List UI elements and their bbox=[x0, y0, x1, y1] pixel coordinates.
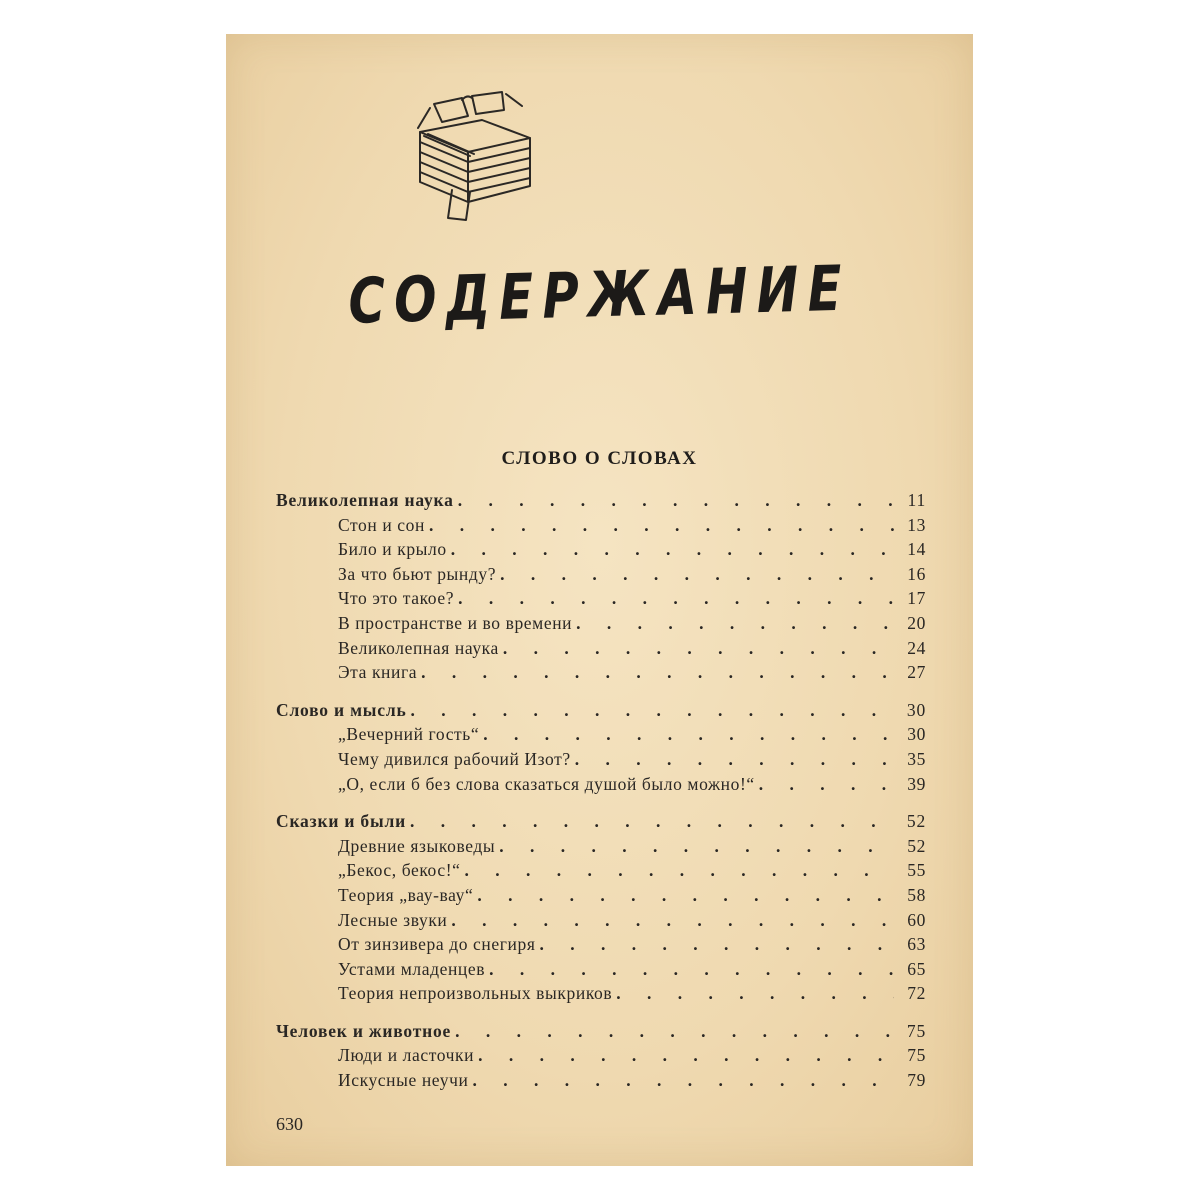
dot-leader bbox=[458, 490, 894, 511]
toc-chapter-row bbox=[276, 811, 926, 836]
toc-page-number: 14 bbox=[907, 539, 926, 560]
toc-page-number: 24 bbox=[907, 637, 926, 658]
dot-leader bbox=[478, 1045, 894, 1066]
dot-leader bbox=[499, 836, 894, 857]
toc-page-number: 13 bbox=[907, 514, 926, 535]
dot-leader bbox=[451, 539, 894, 560]
dot-leader bbox=[472, 1070, 894, 1091]
dot-leader bbox=[503, 638, 894, 659]
toc-page-number: 30 bbox=[906, 699, 926, 720]
books-and-glasses-sketch-icon bbox=[412, 86, 542, 226]
toc-entry-title: Стон и сон bbox=[338, 514, 425, 535]
toc-page-number: 75 bbox=[907, 1045, 926, 1066]
toc-subsection-row bbox=[276, 934, 926, 959]
section-title: СЛОВО О СЛОВАХ bbox=[501, 448, 698, 469]
toc-entry-title: „Бекос, бекос!“ bbox=[338, 860, 461, 881]
dot-leader bbox=[759, 774, 894, 795]
toc-subsection-row bbox=[276, 662, 926, 687]
toc-entry-title: Било и крыло bbox=[338, 539, 447, 560]
toc-subsection-row bbox=[276, 910, 926, 935]
dot-leader bbox=[421, 662, 894, 683]
toc-entry-title: Великолепная наука bbox=[338, 637, 499, 658]
toc-entry-title: Человек и животное bbox=[276, 1020, 452, 1041]
toc-page-number: 60 bbox=[907, 909, 926, 930]
toc-subsection-row bbox=[276, 749, 926, 774]
toc-page-number: 79 bbox=[907, 1070, 926, 1091]
toc-page-number: 30 bbox=[907, 724, 926, 745]
toc-subsection-row bbox=[276, 959, 926, 984]
toc-chapter-row bbox=[276, 1021, 926, 1046]
toc-page-number: 27 bbox=[907, 662, 926, 683]
toc-subsection-row bbox=[276, 588, 926, 613]
dot-leader bbox=[477, 885, 894, 906]
toc-subsection-row bbox=[276, 860, 926, 885]
toc-entry-title: „О, если б без слова сказаться душой было можно!“ bbox=[338, 773, 755, 794]
toc-subsection-row bbox=[276, 515, 926, 540]
toc-page-number: 58 bbox=[907, 884, 926, 905]
toc-subsection-row bbox=[276, 638, 926, 663]
toc-entry-title: Что это такое? bbox=[338, 588, 455, 609]
table-of-contents bbox=[276, 490, 926, 1095]
dot-leader bbox=[539, 934, 894, 955]
toc-entry-title: Эта книга bbox=[338, 662, 418, 683]
toc-subsection-row bbox=[276, 1045, 926, 1070]
toc-page-number: 63 bbox=[907, 934, 926, 955]
dot-leader bbox=[575, 749, 894, 770]
toc-page-number: 11 bbox=[907, 490, 926, 510]
book-page bbox=[226, 34, 973, 1166]
toc-subsection-row bbox=[276, 774, 926, 799]
toc-entry-title: Искусные неучи bbox=[338, 1070, 469, 1091]
toc-chapter-row bbox=[276, 490, 926, 515]
page-number: 630 bbox=[276, 1114, 303, 1134]
dot-leader bbox=[483, 724, 894, 745]
toc-page-number: 52 bbox=[906, 811, 926, 832]
toc-entry-title: Древние языковеды bbox=[338, 835, 496, 856]
dot-leader bbox=[429, 515, 894, 536]
toc-subsection-row bbox=[276, 539, 926, 564]
toc-entry-title: Великолепная наука bbox=[276, 490, 454, 510]
toc-subsection-row bbox=[276, 564, 926, 589]
toc-page-number: 35 bbox=[907, 748, 926, 769]
toc-subsection-row bbox=[276, 613, 926, 638]
dot-leader bbox=[576, 613, 894, 634]
toc-subsection-row bbox=[276, 983, 926, 1008]
toc-entry-title: Теория „вау-вау“ bbox=[338, 884, 474, 905]
toc-entry-title: Устами младенцев bbox=[338, 958, 486, 979]
toc-subsection-row bbox=[276, 724, 926, 749]
toc-entry-title: Лесные звуки bbox=[338, 909, 448, 930]
toc-subsection-row bbox=[276, 1070, 926, 1095]
toc-entry-title: За что бьют рынду? bbox=[338, 563, 497, 584]
dot-leader bbox=[411, 700, 894, 721]
toc-entry-title: Слово и мысль bbox=[276, 699, 407, 720]
toc-entry-title: От зинзивера до снегиря bbox=[338, 934, 536, 955]
toc-page-number: 52 bbox=[907, 835, 926, 856]
toc-entry-title: Чему дивился рабочий Изот? bbox=[338, 748, 571, 769]
toc-entry-title: В пространстве и во времени bbox=[338, 612, 573, 633]
toc-page-number: 20 bbox=[907, 612, 926, 633]
dot-leader bbox=[489, 959, 894, 980]
dot-leader bbox=[500, 564, 894, 585]
toc-entry-title: Теория непроизвольных выкриков bbox=[338, 983, 613, 1004]
contents-heading: СОДЕРЖАНИЕ bbox=[347, 252, 852, 338]
toc-page-number: 16 bbox=[907, 563, 926, 584]
toc-subsection-row bbox=[276, 885, 926, 910]
toc-page-number: 17 bbox=[907, 588, 926, 609]
toc-page-number: 55 bbox=[907, 860, 926, 881]
dot-leader bbox=[616, 983, 894, 1004]
dot-leader bbox=[451, 910, 894, 931]
toc-entry-title: Люди и ласточки bbox=[338, 1045, 475, 1066]
dot-leader bbox=[465, 860, 894, 881]
toc-page-number: 72 bbox=[907, 983, 926, 1004]
toc-entry-title: Сказки и были bbox=[276, 811, 406, 832]
toc-page-number: 39 bbox=[907, 773, 926, 794]
toc-subsection-row bbox=[276, 836, 926, 861]
dot-leader bbox=[455, 1021, 894, 1042]
toc-page-number: 75 bbox=[906, 1020, 926, 1041]
toc-entry-title: „Вечерний гость“ bbox=[338, 724, 480, 745]
toc-chapter-row bbox=[276, 700, 926, 725]
dot-leader bbox=[458, 588, 894, 609]
dot-leader bbox=[410, 811, 894, 832]
toc-page-number: 65 bbox=[907, 958, 926, 979]
